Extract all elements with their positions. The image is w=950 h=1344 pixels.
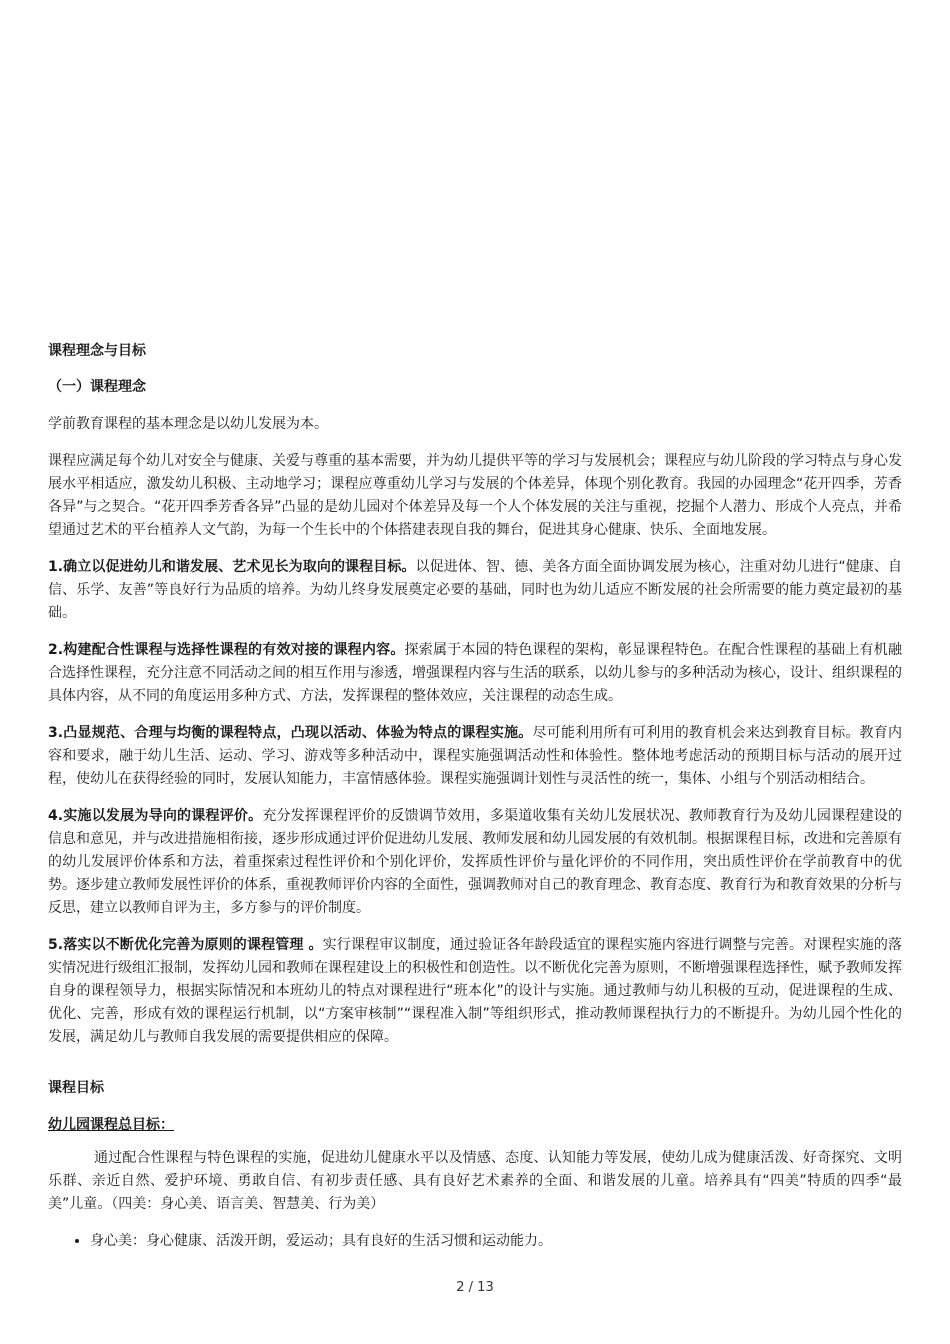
concept-item-text: 尽可能利用所有可利用的教育机会来达到教育目标。教育内容和要求，融于幼儿生活、运动、学习、游戏等多种活动中，课程实施强调活动性和体验性。整体地考虑活动的预期目标与活动的展开过程，使幼儿在获得经验的同时，发展认知能力，丰富情感体验。课程实施强调计划性与灵活性的统一，集体、小组与个别活动相结合。 — [48, 725, 902, 787]
overall-goal-paragraph: 通过配合性课程与特色课程的实施，促进幼儿健康水平以及情感、态度、认知能力等发展，使幼儿成为健康活泼、好奇探究、文明乐群、亲近自然、爱护环境、勇敢自信、有初步责任感、具有良好艺术素养的全面、和谐发展的儿童。培养具有“四美”特质的四季“最美”儿童。（四美：身心美、语言美、智慧美、行为美） — [48, 1150, 902, 1212]
concept-item — [48, 556, 902, 625]
concept-item-heading: 2.构建配合性课程与选择性课程的有效对接的课程内容。 — [48, 642, 405, 658]
concept-item-heading: 3.凸显规范、合理与均衡的课程特点，凸现以活动、体验为特点的课程实施。 — [48, 725, 533, 741]
paragraph-concept-detail: 课程应满足每个幼儿对安全与健康、关爱与尊重的基本需要，并为幼儿提供平等的学习与发展机会；课程应与幼儿阶段的学习特点与身心发展水平相适应，激发幼儿积极、主动地学习；课程应尊重幼儿学习与发展的个体差异，体现个别化教育。我园的办园理念“花开四季，芳香各异”与之契合。“花开四季芳香各异”凸显的是幼儿园对个体差异及每一个人个体发展的关注与重视，挖掘个人潜力、形成个人亮点，并希望通过艺术的平台植养人文气韵，为每一个生长中的个体搭建表现自我的舞台，促进其身心健康、快乐、全面地发展。 — [48, 453, 902, 538]
concept-item-text: 充分发挥课程评价的反馈调节效用，多渠道收集有关幼儿发展状况、教师教育行为及幼儿园课程建设的信息和意见，并与改进措施相衔接，逐步形成通过评价促进幼儿发展、教师发展和幼儿园发展的有效机制。根据课程目标，改进和完善原有的幼儿发展评价体系和方法，着重探索过程性评价和个别化评价，发挥质性评价与量化评价的不同作用，突出质性评价在学前教育中的优势。逐步建立教师发展性评价的体系，重视教师评价内容的全面性，强调教师对自己的教育理念、教育态度、教育行为和教育效果的分析与反思，建立以教师自评为主，多方参与的评价制度。 — [48, 808, 903, 916]
overall-goal-subtitle: 幼儿园课程总目标： — [48, 1117, 174, 1133]
concept-item-heading: 4.实施以发展为导向的课程评价。 — [48, 808, 263, 824]
paragraph-basic-concept: 学前教育课程的基本理念是以幼儿发展为本。 — [48, 416, 328, 432]
goal-list — [48, 1230, 902, 1253]
concept-item-text: 以促进体、智、德、美各方面全面协调发展为核心，注重对幼儿进行“健康、自信、乐学、友善”等良好行为品质的培养。为幼儿终身发展奠定必要的基础，同时也为幼儿适应不断发展的社会所需要的能力奠定最初的基础。 — [48, 559, 902, 621]
goals-title: 课程目标 — [48, 1080, 104, 1096]
section-title: 课程理念与目标 — [48, 343, 146, 359]
subsection-title: （一）课程理念 — [48, 379, 146, 395]
document-page — [48, 340, 902, 1253]
page-number: 2 / 13 — [456, 1280, 494, 1295]
goal-list-item: • 身心美：身心健康、活泼开朗，爱运动；具有良好的生活习惯和运动能力。 — [90, 1230, 902, 1253]
concept-item-heading: 5.落实以不断优化完善为原则的课程管理 。 — [48, 937, 323, 953]
concept-item — [48, 805, 902, 920]
concept-item — [48, 722, 902, 791]
concept-item — [48, 639, 902, 708]
concept-item-text: 实行课程审议制度，通过验证各年龄段适宜的课程实施内容进行调整与完善。对课程实施的落实情况进行级组汇报制，发挥幼儿园和教师在课程建设上的积极性和创造性。以不断优化完善为原则，不断增强课程选择性，赋予教师发挥自身的课程领导力，根据实际情况和本班幼儿的特点对课程进行“班本化”的设计与实施。通过教师与幼儿积极的互动，促进课程的生成、优化、完善，形成有效的课程运行机制，以“方案审核制”“课程准入制”等组织形式，推动教师课程执行力的不断提升。为幼儿园个性化的发展，满足幼儿与教师自我发展的需要提供相应的保障。 — [48, 937, 902, 1045]
concept-item-text: 探索属于本园的特色课程的架构，彰显课程特色。在配合性课程的基础上有机融合选择性课程，充分注意不同活动之间的相互作用与渗透，增强课程内容与生活的联系，以幼儿参与的多种活动为核心，设计、组织课程的具体内容，从不同的角度运用多种方式、方法，发挥课程的整体效应，关注课程的动态生成。 — [48, 642, 903, 704]
concept-item — [48, 934, 902, 1049]
concept-item-heading: 1.确立以促进幼儿和谐发展、艺术见长为取向的课程目标。 — [48, 559, 416, 575]
